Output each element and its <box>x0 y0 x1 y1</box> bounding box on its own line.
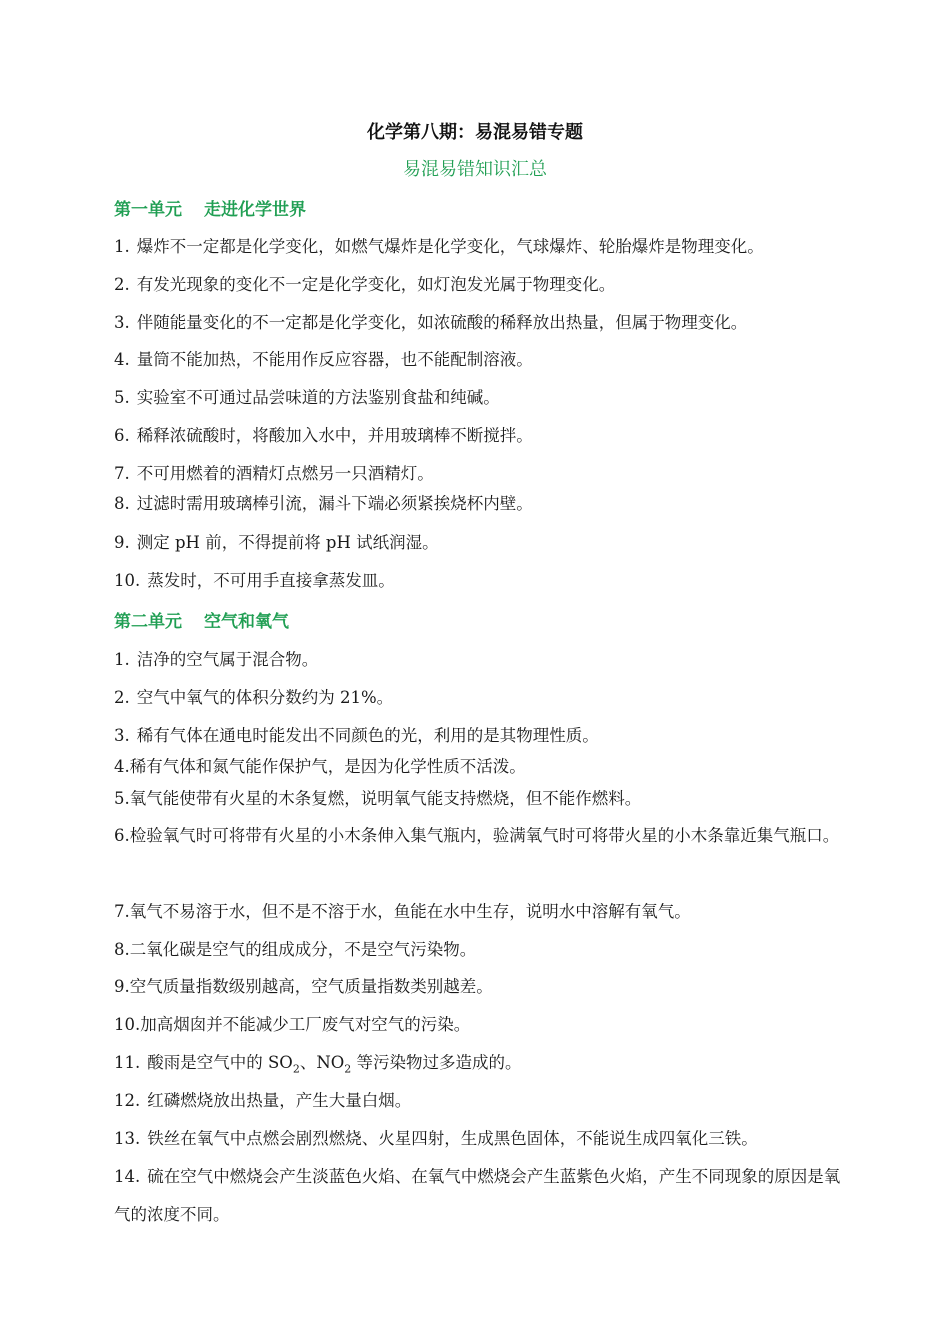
list-item: 6.检验氧气时可将带有火星的小木条伸入集气瓶内，验满氧气时可将带火星的小木条靠近集气瓶口。 <box>114 826 840 845</box>
list-item: 7.氧气不易溶于水，但不是不溶于水，鱼能在水中生存，说明水中溶解有氧气。 <box>114 902 691 921</box>
list-item: 8. 过滤时需用玻璃棒引流，漏斗下端必须紧挨烧杯内壁。 <box>114 494 533 513</box>
list-item: 14. 硫在空气中燃烧会产生淡蓝色火焰、在氧气中燃烧会产生蓝紫色火焰，产生不同现象的原因是氧气的浓度不同。 <box>114 1167 841 1224</box>
page-subtitle: 易混易错知识汇总 <box>403 159 547 180</box>
list-item: 4. 量筒不能加热，不能用作反应容器，也不能配制溶液。 <box>114 350 533 369</box>
list-item: 1. 洁净的空气属于混合物。 <box>114 650 319 669</box>
list-item: 6. 稀释浓硫酸时，将酸加入水中，并用玻璃棒不断搅拌。 <box>114 426 533 445</box>
section-label: 第一单元 <box>114 200 182 220</box>
list-item: 9.空气质量指数级别越高，空气质量指数类别越差。 <box>114 977 493 996</box>
list-item: 8.二氧化碳是空气的组成成分，不是空气污染物。 <box>114 940 477 959</box>
list-item: 12. 红磷燃烧放出热量，产生大量白烟。 <box>114 1091 412 1110</box>
list-item: 2. 空气中氧气的体积分数约为 21%。 <box>114 688 394 707</box>
list-item: 10. 蒸发时，不可用手直接拿蒸发皿。 <box>114 571 395 590</box>
list-item: 7. 不可用燃着的酒精灯点燃另一只酒精灯。 <box>114 464 434 483</box>
list-item: 13. 铁丝在氧气中点燃会剧烈燃烧、火星四射，生成黑色固体，不能说生成四氧化三铁。 <box>114 1129 758 1148</box>
section-name: 空气和氧气 <box>204 612 289 632</box>
list-item: 11. 酸雨是空气中的 $SO_2$、$NO_2$ 等污染物过多造成的。 <box>114 1053 522 1076</box>
list-item: 2. 有发光现象的变化不一定是化学变化，如灯泡发光属于物理变化。 <box>114 275 616 294</box>
list-item: 5. 实验室不可通过品尝味道的方法鉴别食盐和纯碱。 <box>114 388 500 407</box>
section-title-unit2 <box>114 610 289 634</box>
page-title: 化学第八期：易混易错专题 <box>367 122 583 143</box>
list-item: 10.加高烟囱并不能减少工厂废气对空气的污染。 <box>114 1015 471 1034</box>
list-item: 9. 测定 pH 前，不得提前将 pH 试纸润湿。 <box>114 533 439 552</box>
list-item: 4.稀有气体和氮气能作保护气，是因为化学性质不活泼。 <box>114 757 526 776</box>
list-item: 3. 稀有气体在通电时能发出不同颜色的光，利用的是其物理性质。 <box>114 726 599 745</box>
section-title-unit1 <box>114 198 306 222</box>
list-item: 1. 爆炸不一定都是化学变化，如燃气爆炸是化学变化，气球爆炸、轮胎爆炸是物理变化。 <box>114 237 764 256</box>
list-item: 3. 伴随能量变化的不一定都是化学变化，如浓硫酸的稀释放出热量，但属于物理变化。 <box>114 313 748 332</box>
section-name: 走进化学世界 <box>204 200 306 220</box>
section-label: 第二单元 <box>114 612 182 632</box>
list-item: 5.氧气能使带有火星的木条复燃，说明氧气能支持燃烧，但不能作燃料。 <box>114 789 642 808</box>
